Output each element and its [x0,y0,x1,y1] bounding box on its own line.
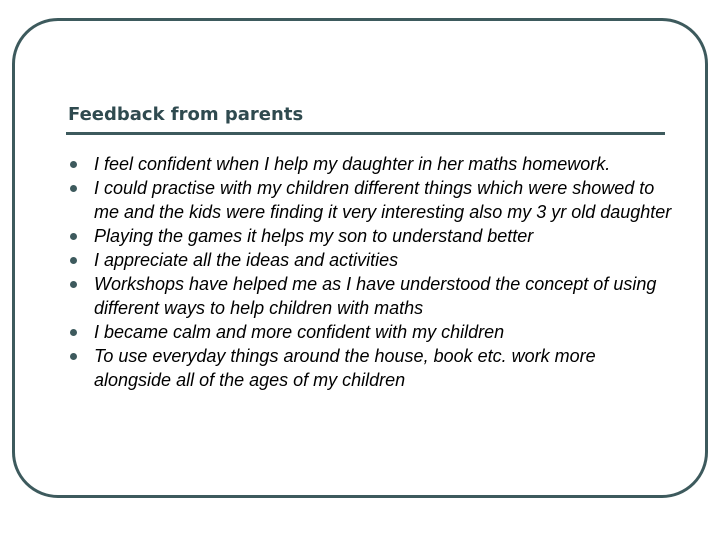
bullet-dot-icon [70,353,77,360]
list-item-text: Workshops have helped me as I have understood the concept of using different ways to help children with maths [94,274,657,318]
list-item-text: I feel confident when I help my daughter in her maths homework. [94,154,611,174]
list-item [94,152,674,176]
bullet-dot-icon [70,281,77,288]
list-item [94,176,674,224]
list-item [94,320,674,344]
bullet-dot-icon [70,161,77,168]
bullet-dot-icon [70,185,77,192]
bullet-dot-icon [70,329,77,336]
list-item-text: To use everyday things around the house, book etc. work more alongside all of the ages of my children [94,346,596,390]
list-item [94,344,674,392]
feedback-list [94,152,674,392]
list-item-text: Playing the games it helps my son to understand better [94,226,534,246]
list-item [94,272,674,320]
title-divider [66,132,665,135]
list-item-text: I could practise with my children different things which were showed to me and the kids were finding it very interesting also my 3 yr old daughter [94,178,672,222]
list-item [94,248,674,272]
list-item [94,224,674,248]
list-item-text: I became calm and more confident with my children [94,322,505,342]
bullet-dot-icon [70,257,77,264]
list-item-text: I appreciate all the ideas and activities [94,250,399,270]
bullet-dot-icon [70,233,77,240]
slide-title: Feedback from parents [68,104,304,125]
